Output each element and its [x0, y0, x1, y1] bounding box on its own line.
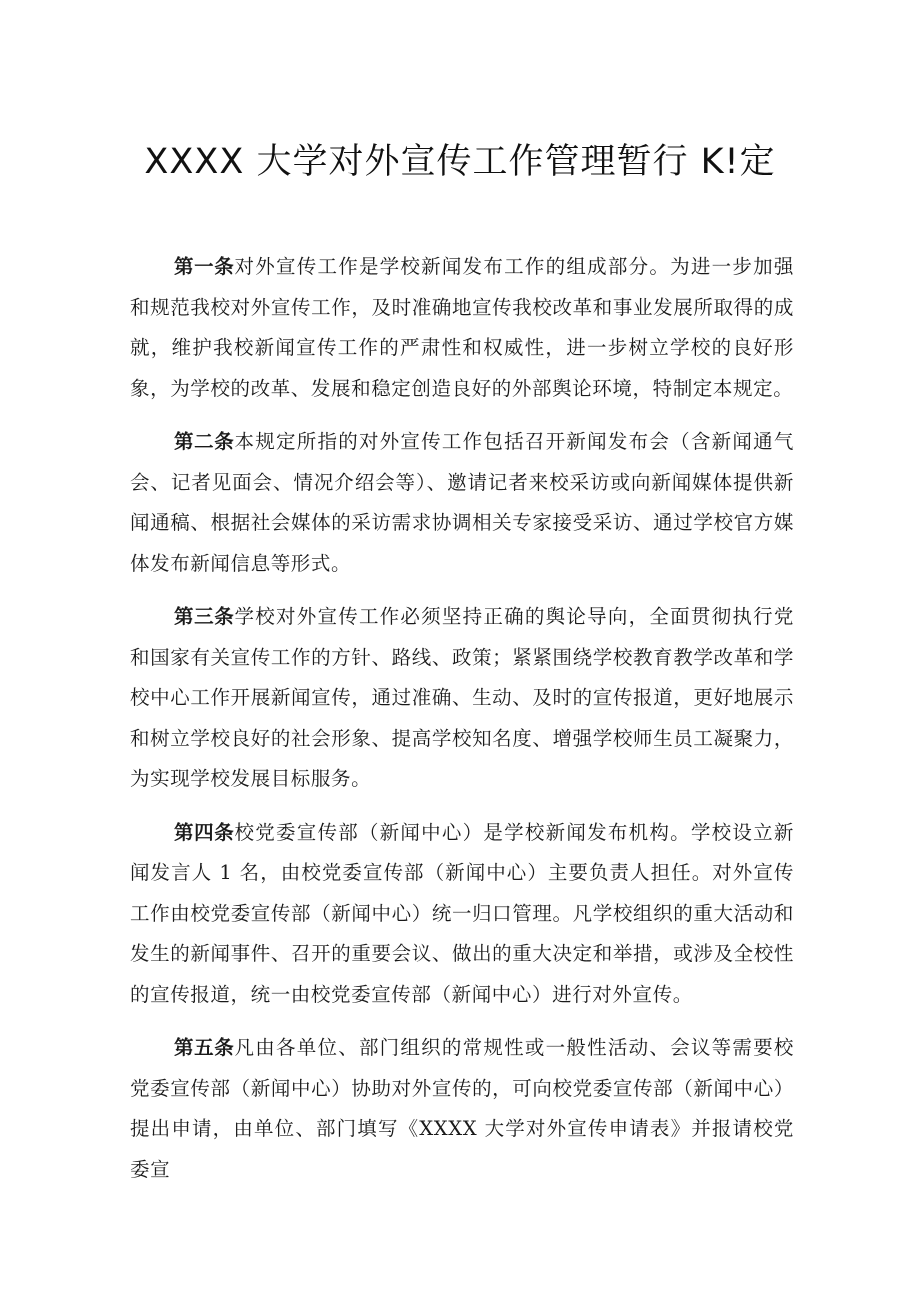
- article-3: [130, 597, 794, 800]
- article-text: 学校对外宣传工作必须坚持正确的舆论导向，全面贯彻执行党和国家有关宣传工作的方针、路线、政策；紧紧围绕学校教育教学改革和学校中心工作开展新闻宣传，通过准确、生动、及时的宣传报道，更好地展示和树立学校良好的社会形象、提高学校知名度、增强学校师生员工凝聚力，为实现学校发展目标服务。: [130, 605, 794, 790]
- article-label: 第五条: [174, 1036, 235, 1059]
- article-label: 第三条: [174, 605, 235, 628]
- document-title: XXXX 大学对外宣传工作管理暂行 K!定: [144, 142, 776, 182]
- article-text: 本规定所指的对外宣传工作包括召开新闻发布会（含新闻通气会、记者见面会、情况介绍会等）、邀请记者来校采访或向新闻媒体提供新闻通稿、根据社会媒体的采访需求协调相关专家接受采访、通过学校官方媒体发布新闻信息等形式。: [130, 430, 794, 575]
- article-text: 校党委宣传部（新闻中心）是学校新闻发布机构。学校设立新闻发言人 1 名，由校党委宣传部（新闻中心）主要负责人担任。对外宣传工作由校党委宣传部（新闻中心）统一归口管理。凡学校组织的重大活动和发生的新闻事件、召开的重要会议、做出的重大决定和举措，或涉及全校性的宣传报道，统一由校党委宣传部（新闻中心）进行对外宣传。: [130, 820, 794, 1006]
- article-label: 第四条: [174, 820, 235, 844]
- article-text: 凡由各单位、部门组织的常规性或一般性活动、会议等需要校党委宣传部（新闻中心）协助对外宣传的，可向校党委宣传部（新闻中心）提出申请，由单位、部门填写《XXXX 大学对外宣传申请表》并报请校党委宣: [130, 1036, 794, 1181]
- article-label: 第二条: [174, 430, 235, 453]
- article-4: [130, 813, 794, 1016]
- article-2: [130, 422, 794, 584]
- article-label: 第一条: [174, 255, 235, 278]
- document-body: [130, 247, 794, 1203]
- article-1: [130, 247, 794, 409]
- article-5: [130, 1028, 794, 1190]
- article-text: 对外宣传工作是学校新闻发布工作的组成部分。为进一步加强和规范我校对外宣传工作，及时准确地宣传我校改革和事业发展所取得的成就，维护我校新闻宣传工作的严肃性和权威性，进一步树立学校的良好形象，为学校的改革、发展和稳定创造良好的外部舆论环境，特制定本规定。: [130, 255, 794, 400]
